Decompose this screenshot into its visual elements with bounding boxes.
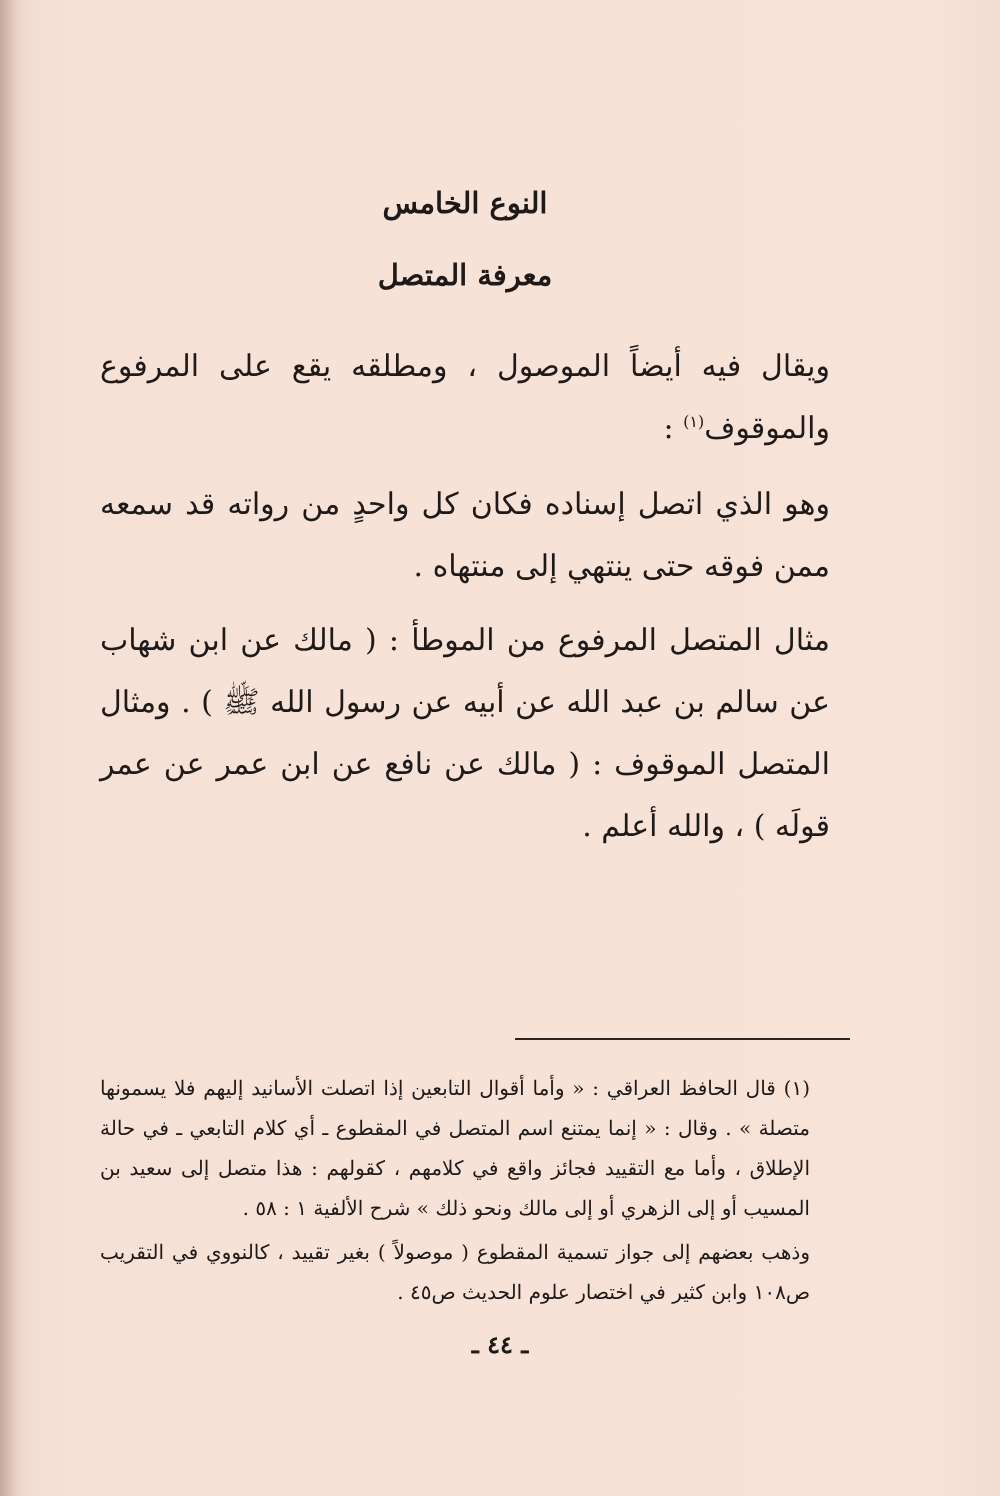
paragraph-explanation: وهو الذي اتصل إسناده فكان كل واحدٍ من رواته قد سمعه ممن فوقه حتى ينتهي إلى منتهاه .	[100, 487, 830, 584]
footnotes	[100, 1068, 810, 1312]
footnote-reference: (١)	[683, 412, 705, 431]
page-number: ـ ٤٤ ـ	[471, 1330, 529, 1359]
footnote-1: (١) قال الحافظ العراقي : « وأما أقوال التابعين إذا اتصلت الأسانيد إليهم فلا يسمونها متصلة » . وقال : « إنما يمتنع اسم المتصل في المقطوع ـ أي كلام التابعي ـ في حالة الإطلاق ، وأما مع التقييد فجائز واقع في كلامهم ، كقولهم : هذا متصل إلى سعيد بن المسيب أو إلى الزهري أو إلى مالك ونحو ذلك » شرح الألفية ١ : ٥٨ .	[100, 1076, 810, 1220]
chapter-subheading: معرفة المتصل	[377, 258, 553, 292]
paragraph-definition	[100, 336, 830, 460]
paragraph-examples: مثال المتصل المرفوع من الموطأ : ( مالك عن ابن شهاب عن سالم بن عبد الله عن أبيه عن رسول الله ﷺ ) . ومثال المتصل الموقوف : ( مالك عن نافع عن ابن عمر عن عمر قولَه ) ، والله أعلم .	[100, 623, 830, 844]
paragraph-definition-text: ويقال فيه أيضاً الموصول ، ومطلقه يقع على المرفوع والموقوف	[100, 349, 830, 446]
footnote-separator	[515, 1038, 850, 1040]
paragraph-definition-end: :	[663, 411, 684, 446]
chapter-heading: النوع الخامس	[382, 186, 548, 220]
spine-shadow	[0, 0, 18, 1496]
footnote-1-continued: وذهب بعضهم إلى جواز تسمية المقطوع ( موصولاً ) بغير تقييد ، كالنووي في التقريب ص١٠٨ وابن كثير في اختصار علوم الحديث ص٤٥ .	[100, 1240, 810, 1304]
